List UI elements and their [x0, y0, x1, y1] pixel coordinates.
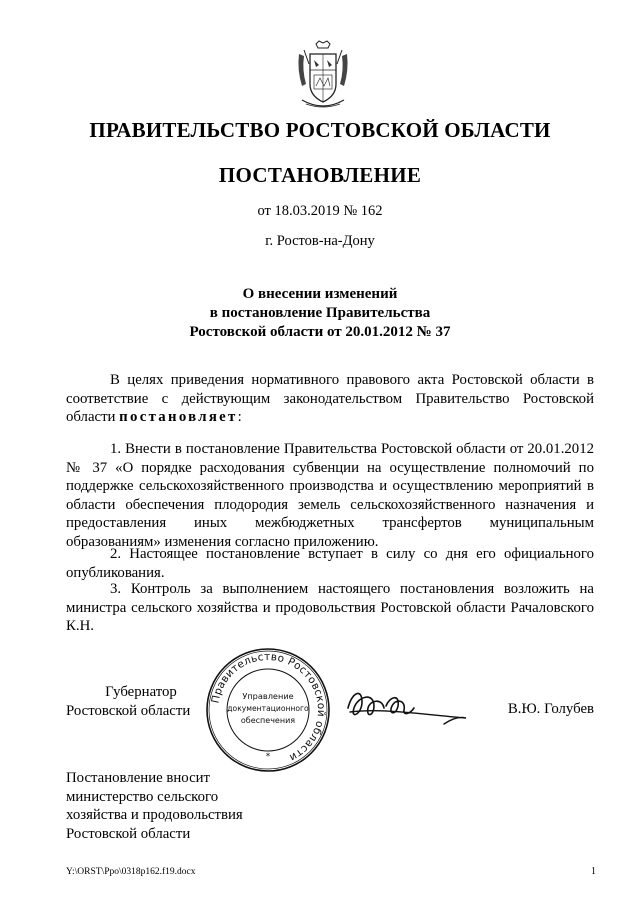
stamp-center-line-2: документационного [227, 704, 309, 713]
introduced-by-line-4: Ростовской области [66, 825, 191, 842]
introduced-by-line-3: хозяйства и продовольствия [66, 807, 243, 824]
stamp-center-line-3: обеспечения [240, 716, 296, 725]
preamble-paragraph [66, 371, 594, 427]
document-type: ПОСТАНОВЛЕНИЕ [218, 163, 422, 187]
introduced-by-line-1: Постановление вносит [66, 770, 211, 786]
introduced-by-line-2: министерство сельского [66, 788, 219, 805]
government-title: ПРАВИТЕЛЬСТВО РОСТОВСКОЙ ОБЛАСТИ [89, 118, 551, 142]
stamp-ring-text: Правительство Ростовской области [209, 650, 328, 764]
page-number: 1 [591, 866, 596, 877]
clause-3-paragraph: 3. Контроль за выполнением настоящего постановления возложить на министра сельского хозяйства и продовольствия Ростовской области Рачаловского К.Н. [66, 581, 594, 635]
subject-line-2: в постановление Правительства [209, 305, 431, 321]
document-date-number: от 18.03.2019 № 162 [257, 203, 383, 219]
signatory-title [66, 683, 216, 720]
clause-2-paragraph: 2. Настоящее постановление вступает в силу со дня его официального опубликования. [66, 546, 594, 581]
official-stamp [204, 646, 332, 774]
resolves-word: постановляет [119, 409, 238, 426]
subject-line-1: О внесении изменений [242, 286, 398, 302]
handwritten-signature [340, 678, 470, 732]
document-city: г. Ростов-на-Дону [265, 233, 375, 249]
signatory-title-line-2: Ростовской области [66, 702, 191, 719]
preamble-colon: : [237, 409, 242, 426]
stamp-star-icon: * [265, 752, 271, 762]
signatory-title-line-1: Губернатор [105, 684, 177, 700]
clause-1-paragraph: 1. Внести в постановление Правительства Ростовской области от 20.01.2012 № 37 «О порядке расходования субвенции на осуществление полномочий по поддержке сельскохозяйственного производства и осуществлению мероприятий в области обеспечения плодородия земель сельскохозяйственного назначения и предоставления иных межбюджетных трансфертов муниципальным образованиям» изменения согласно приложению. [66, 441, 594, 550]
preamble-text: В целях приведения нормативного правового акта Ростовской области в соответствие с действующим законодательством Правительство Ростовской области [66, 372, 594, 426]
subject-line-3: Ростовской области от 20.01.2012 № 37 [189, 324, 451, 340]
coat-of-arms-emblem [296, 40, 350, 112]
footer-file-path: Y:\ORST\Ppo\0318p162.f19.docx [66, 867, 196, 877]
document-subject [0, 285, 640, 342]
stamp-center-line-1: Управление [242, 691, 294, 701]
introduced-by-block [66, 769, 243, 843]
signatory-name: В.Ю. Голубев [507, 701, 594, 717]
